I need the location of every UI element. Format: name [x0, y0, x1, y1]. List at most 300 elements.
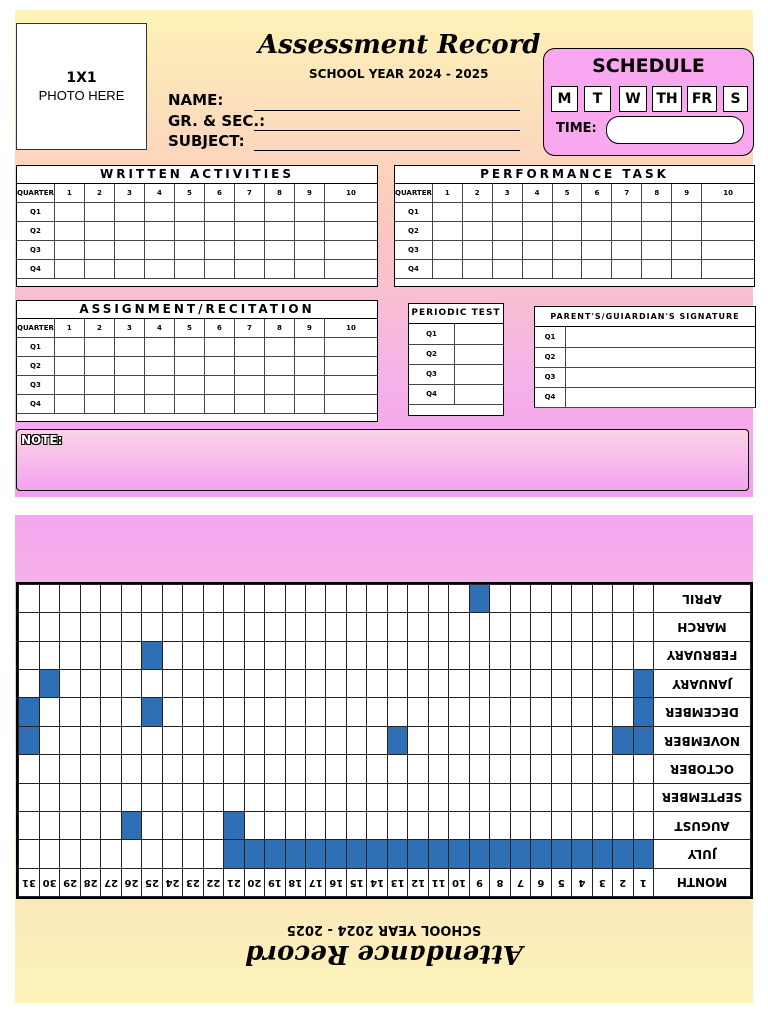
attendance-cell[interactable]	[367, 840, 387, 868]
attendance-cell[interactable]	[592, 783, 612, 811]
attendance-cell[interactable]	[633, 585, 653, 613]
attendance-cell[interactable]	[265, 641, 285, 669]
score-cell[interactable]	[54, 357, 84, 376]
attendance-cell[interactable]	[121, 698, 141, 726]
attendance-cell[interactable]	[142, 726, 162, 754]
day-friday[interactable]: FR	[687, 86, 717, 112]
attendance-cell[interactable]	[428, 755, 448, 783]
attendance-cell[interactable]	[572, 641, 592, 669]
score-cell[interactable]	[204, 376, 234, 395]
attendance-cell[interactable]	[39, 670, 59, 698]
attendance-cell[interactable]	[203, 840, 223, 868]
attendance-cell[interactable]	[551, 783, 571, 811]
attendance-cell[interactable]	[592, 670, 612, 698]
attendance-cell[interactable]	[80, 811, 100, 839]
attendance-cell[interactable]	[367, 698, 387, 726]
score-cell[interactable]	[84, 338, 114, 357]
attendance-cell[interactable]	[142, 840, 162, 868]
attendance-cell[interactable]	[469, 613, 489, 641]
score-cell[interactable]	[462, 241, 492, 260]
score-cell[interactable]	[264, 203, 294, 222]
attendance-cell[interactable]	[490, 641, 510, 669]
attendance-cell[interactable]	[285, 585, 305, 613]
attendance-cell[interactable]	[183, 698, 203, 726]
attendance-cell[interactable]	[633, 670, 653, 698]
score-cell[interactable]	[114, 222, 144, 241]
attendance-cell[interactable]	[449, 613, 469, 641]
attendance-cell[interactable]	[613, 641, 633, 669]
score-cell[interactable]	[234, 203, 264, 222]
score-cell[interactable]	[174, 395, 204, 414]
attendance-cell[interactable]	[572, 670, 592, 698]
attendance-cell[interactable]	[224, 641, 244, 669]
attendance-cell[interactable]	[101, 783, 121, 811]
attendance-cell[interactable]	[408, 840, 428, 868]
attendance-cell[interactable]	[326, 613, 346, 641]
attendance-cell[interactable]	[203, 783, 223, 811]
score-cell[interactable]	[552, 222, 582, 241]
attendance-cell[interactable]	[285, 726, 305, 754]
attendance-cell[interactable]	[387, 585, 407, 613]
attendance-cell[interactable]	[346, 698, 366, 726]
attendance-cell[interactable]	[490, 726, 510, 754]
attendance-cell[interactable]	[265, 585, 285, 613]
score-cell[interactable]	[234, 260, 264, 279]
attendance-cell[interactable]	[306, 641, 326, 669]
attendance-cell[interactable]	[592, 641, 612, 669]
attendance-cell[interactable]	[101, 726, 121, 754]
score-cell[interactable]	[114, 395, 144, 414]
attendance-cell[interactable]	[408, 585, 428, 613]
score-cell[interactable]	[264, 357, 294, 376]
score-cell[interactable]	[492, 222, 522, 241]
score-cell[interactable]	[522, 241, 552, 260]
attendance-cell[interactable]	[19, 698, 40, 726]
attendance-cell[interactable]	[121, 670, 141, 698]
attendance-cell[interactable]	[346, 840, 366, 868]
attendance-cell[interactable]	[572, 783, 592, 811]
attendance-cell[interactable]	[551, 726, 571, 754]
score-cell[interactable]	[204, 222, 234, 241]
attendance-cell[interactable]	[285, 613, 305, 641]
attendance-cell[interactable]	[633, 811, 653, 839]
attendance-cell[interactable]	[551, 585, 571, 613]
attendance-cell[interactable]	[531, 670, 551, 698]
attendance-cell[interactable]	[101, 840, 121, 868]
score-cell[interactable]	[566, 387, 756, 407]
attendance-cell[interactable]	[80, 670, 100, 698]
score-cell[interactable]	[174, 260, 204, 279]
attendance-cell[interactable]	[162, 641, 182, 669]
attendance-cell[interactable]	[531, 726, 551, 754]
attendance-cell[interactable]	[306, 783, 326, 811]
score-cell[interactable]	[462, 203, 492, 222]
attendance-cell[interactable]	[367, 755, 387, 783]
attendance-cell[interactable]	[121, 783, 141, 811]
score-cell[interactable]	[234, 222, 264, 241]
attendance-cell[interactable]	[633, 840, 653, 868]
attendance-cell[interactable]	[531, 613, 551, 641]
attendance-cell[interactable]	[510, 613, 530, 641]
score-cell[interactable]	[325, 222, 378, 241]
attendance-cell[interactable]	[101, 613, 121, 641]
time-field[interactable]	[606, 116, 744, 144]
attendance-cell[interactable]	[449, 641, 469, 669]
score-cell[interactable]	[234, 376, 264, 395]
attendance-cell[interactable]	[142, 670, 162, 698]
attendance-cell[interactable]	[60, 755, 80, 783]
attendance-cell[interactable]	[592, 613, 612, 641]
score-cell[interactable]	[672, 260, 702, 279]
attendance-cell[interactable]	[60, 641, 80, 669]
score-cell[interactable]	[114, 357, 144, 376]
attendance-cell[interactable]	[613, 670, 633, 698]
attendance-cell[interactable]	[80, 641, 100, 669]
attendance-cell[interactable]	[449, 840, 469, 868]
attendance-cell[interactable]	[19, 670, 40, 698]
attendance-cell[interactable]	[490, 811, 510, 839]
attendance-cell[interactable]	[449, 811, 469, 839]
attendance-cell[interactable]	[101, 641, 121, 669]
attendance-cell[interactable]	[203, 698, 223, 726]
attendance-cell[interactable]	[101, 585, 121, 613]
attendance-cell[interactable]	[408, 755, 428, 783]
attendance-cell[interactable]	[551, 811, 571, 839]
attendance-cell[interactable]	[633, 698, 653, 726]
attendance-cell[interactable]	[142, 641, 162, 669]
attendance-cell[interactable]	[19, 641, 40, 669]
attendance-cell[interactable]	[183, 811, 203, 839]
attendance-cell[interactable]	[592, 811, 612, 839]
score-cell[interactable]	[264, 395, 294, 414]
attendance-cell[interactable]	[306, 670, 326, 698]
score-cell[interactable]	[522, 260, 552, 279]
score-cell[interactable]	[114, 338, 144, 357]
attendance-cell[interactable]	[39, 755, 59, 783]
attendance-cell[interactable]	[633, 613, 653, 641]
attendance-cell[interactable]	[224, 811, 244, 839]
score-cell[interactable]	[294, 203, 324, 222]
attendance-cell[interactable]	[39, 641, 59, 669]
attendance-cell[interactable]	[326, 726, 346, 754]
score-cell[interactable]	[294, 260, 324, 279]
attendance-cell[interactable]	[19, 726, 40, 754]
attendance-cell[interactable]	[183, 840, 203, 868]
attendance-cell[interactable]	[326, 755, 346, 783]
score-cell[interactable]	[462, 260, 492, 279]
score-cell[interactable]	[84, 376, 114, 395]
attendance-cell[interactable]	[142, 755, 162, 783]
attendance-cell[interactable]	[428, 670, 448, 698]
score-cell[interactable]	[204, 357, 234, 376]
attendance-cell[interactable]	[572, 585, 592, 613]
score-cell[interactable]	[84, 357, 114, 376]
attendance-cell[interactable]	[613, 726, 633, 754]
attendance-cell[interactable]	[408, 783, 428, 811]
attendance-cell[interactable]	[101, 670, 121, 698]
attendance-cell[interactable]	[224, 783, 244, 811]
attendance-cell[interactable]	[60, 670, 80, 698]
attendance-cell[interactable]	[592, 755, 612, 783]
attendance-cell[interactable]	[469, 726, 489, 754]
score-cell[interactable]	[582, 222, 612, 241]
attendance-cell[interactable]	[367, 811, 387, 839]
score-cell[interactable]	[455, 364, 504, 384]
score-cell[interactable]	[144, 357, 174, 376]
attendance-cell[interactable]	[265, 783, 285, 811]
score-cell[interactable]	[174, 357, 204, 376]
attendance-cell[interactable]	[306, 840, 326, 868]
attendance-cell[interactable]	[326, 670, 346, 698]
attendance-cell[interactable]	[142, 811, 162, 839]
score-cell[interactable]	[234, 395, 264, 414]
attendance-cell[interactable]	[142, 698, 162, 726]
attendance-cell[interactable]	[306, 811, 326, 839]
score-cell[interactable]	[672, 241, 702, 260]
attendance-cell[interactable]	[224, 755, 244, 783]
attendance-cell[interactable]	[346, 641, 366, 669]
attendance-cell[interactable]	[408, 613, 428, 641]
score-cell[interactable]	[84, 260, 114, 279]
attendance-cell[interactable]	[510, 641, 530, 669]
score-cell[interactable]	[264, 338, 294, 357]
score-cell[interactable]	[325, 260, 378, 279]
attendance-cell[interactable]	[367, 726, 387, 754]
attendance-cell[interactable]	[531, 811, 551, 839]
score-cell[interactable]	[84, 395, 114, 414]
score-cell[interactable]	[702, 260, 754, 279]
attendance-cell[interactable]	[408, 670, 428, 698]
score-cell[interactable]	[672, 222, 702, 241]
subject-field[interactable]	[254, 150, 520, 151]
attendance-cell[interactable]	[428, 783, 448, 811]
attendance-cell[interactable]	[80, 726, 100, 754]
attendance-cell[interactable]	[19, 613, 40, 641]
score-cell[interactable]	[204, 203, 234, 222]
attendance-cell[interactable]	[285, 755, 305, 783]
attendance-cell[interactable]	[449, 670, 469, 698]
attendance-cell[interactable]	[39, 613, 59, 641]
attendance-cell[interactable]	[285, 670, 305, 698]
attendance-cell[interactable]	[367, 783, 387, 811]
attendance-cell[interactable]	[490, 698, 510, 726]
score-cell[interactable]	[582, 203, 612, 222]
attendance-cell[interactable]	[265, 613, 285, 641]
attendance-cell[interactable]	[469, 585, 489, 613]
score-cell[interactable]	[54, 395, 84, 414]
attendance-cell[interactable]	[510, 840, 530, 868]
attendance-cell[interactable]	[326, 641, 346, 669]
score-cell[interactable]	[174, 338, 204, 357]
score-cell[interactable]	[552, 203, 582, 222]
score-cell[interactable]	[204, 241, 234, 260]
attendance-cell[interactable]	[367, 613, 387, 641]
score-cell[interactable]	[432, 260, 462, 279]
score-cell[interactable]	[144, 395, 174, 414]
attendance-cell[interactable]	[306, 698, 326, 726]
attendance-cell[interactable]	[326, 585, 346, 613]
score-cell[interactable]	[552, 241, 582, 260]
score-cell[interactable]	[325, 376, 378, 395]
attendance-cell[interactable]	[387, 698, 407, 726]
attendance-cell[interactable]	[244, 641, 264, 669]
score-cell[interactable]	[54, 338, 84, 357]
score-cell[interactable]	[522, 222, 552, 241]
attendance-cell[interactable]	[244, 585, 264, 613]
score-cell[interactable]	[84, 241, 114, 260]
attendance-cell[interactable]	[592, 585, 612, 613]
score-cell[interactable]	[432, 241, 462, 260]
attendance-cell[interactable]	[183, 783, 203, 811]
attendance-cell[interactable]	[592, 840, 612, 868]
attendance-cell[interactable]	[572, 726, 592, 754]
attendance-cell[interactable]	[469, 670, 489, 698]
attendance-cell[interactable]	[162, 840, 182, 868]
attendance-cell[interactable]	[510, 755, 530, 783]
attendance-cell[interactable]	[633, 641, 653, 669]
score-cell[interactable]	[432, 222, 462, 241]
attendance-cell[interactable]	[80, 783, 100, 811]
score-cell[interactable]	[612, 203, 642, 222]
attendance-cell[interactable]	[19, 585, 40, 613]
attendance-cell[interactable]	[244, 698, 264, 726]
attendance-cell[interactable]	[531, 585, 551, 613]
attendance-cell[interactable]	[162, 613, 182, 641]
attendance-cell[interactable]	[346, 811, 366, 839]
score-cell[interactable]	[566, 327, 756, 347]
attendance-cell[interactable]	[39, 811, 59, 839]
attendance-cell[interactable]	[224, 585, 244, 613]
score-cell[interactable]	[455, 344, 504, 364]
score-cell[interactable]	[234, 357, 264, 376]
attendance-cell[interactable]	[367, 670, 387, 698]
attendance-cell[interactable]	[326, 698, 346, 726]
attendance-cell[interactable]	[531, 755, 551, 783]
attendance-cell[interactable]	[551, 613, 571, 641]
score-cell[interactable]	[294, 376, 324, 395]
attendance-cell[interactable]	[449, 755, 469, 783]
attendance-cell[interactable]	[60, 726, 80, 754]
day-tuesday[interactable]: T	[584, 86, 611, 112]
score-cell[interactable]	[455, 324, 504, 344]
attendance-cell[interactable]	[551, 641, 571, 669]
attendance-cell[interactable]	[367, 641, 387, 669]
score-cell[interactable]	[325, 203, 378, 222]
attendance-cell[interactable]	[19, 840, 40, 868]
attendance-cell[interactable]	[285, 641, 305, 669]
attendance-cell[interactable]	[510, 670, 530, 698]
attendance-cell[interactable]	[203, 585, 223, 613]
score-cell[interactable]	[204, 338, 234, 357]
attendance-cell[interactable]	[121, 585, 141, 613]
attendance-cell[interactable]	[510, 783, 530, 811]
attendance-cell[interactable]	[387, 670, 407, 698]
attendance-cell[interactable]	[121, 641, 141, 669]
attendance-cell[interactable]	[490, 613, 510, 641]
score-cell[interactable]	[264, 222, 294, 241]
attendance-cell[interactable]	[265, 670, 285, 698]
attendance-cell[interactable]	[428, 726, 448, 754]
attendance-cell[interactable]	[346, 783, 366, 811]
attendance-cell[interactable]	[572, 811, 592, 839]
attendance-cell[interactable]	[121, 840, 141, 868]
attendance-cell[interactable]	[326, 783, 346, 811]
score-cell[interactable]	[144, 376, 174, 395]
attendance-cell[interactable]	[224, 670, 244, 698]
grade-section-field[interactable]	[254, 130, 520, 131]
attendance-cell[interactable]	[60, 811, 80, 839]
attendance-cell[interactable]	[346, 670, 366, 698]
attendance-cell[interactable]	[203, 641, 223, 669]
attendance-cell[interactable]	[408, 726, 428, 754]
attendance-cell[interactable]	[224, 698, 244, 726]
score-cell[interactable]	[54, 203, 84, 222]
attendance-cell[interactable]	[203, 755, 223, 783]
attendance-cell[interactable]	[469, 755, 489, 783]
score-cell[interactable]	[702, 203, 754, 222]
attendance-cell[interactable]	[39, 840, 59, 868]
attendance-cell[interactable]	[346, 613, 366, 641]
attendance-cell[interactable]	[19, 755, 40, 783]
attendance-cell[interactable]	[244, 670, 264, 698]
attendance-cell[interactable]	[408, 811, 428, 839]
attendance-cell[interactable]	[39, 726, 59, 754]
score-cell[interactable]	[264, 376, 294, 395]
score-cell[interactable]	[234, 338, 264, 357]
attendance-cell[interactable]	[490, 755, 510, 783]
attendance-cell[interactable]	[551, 755, 571, 783]
attendance-cell[interactable]	[39, 783, 59, 811]
attendance-cell[interactable]	[39, 698, 59, 726]
score-cell[interactable]	[54, 260, 84, 279]
attendance-cell[interactable]	[265, 755, 285, 783]
score-cell[interactable]	[174, 203, 204, 222]
attendance-cell[interactable]	[244, 613, 264, 641]
attendance-cell[interactable]	[633, 726, 653, 754]
attendance-cell[interactable]	[326, 811, 346, 839]
score-cell[interactable]	[144, 260, 174, 279]
score-cell[interactable]	[294, 395, 324, 414]
attendance-cell[interactable]	[490, 670, 510, 698]
attendance-cell[interactable]	[613, 811, 633, 839]
attendance-cell[interactable]	[449, 726, 469, 754]
score-cell[interactable]	[642, 222, 672, 241]
attendance-cell[interactable]	[142, 585, 162, 613]
score-cell[interactable]	[174, 222, 204, 241]
attendance-cell[interactable]	[326, 840, 346, 868]
name-field[interactable]	[254, 110, 520, 111]
attendance-cell[interactable]	[80, 755, 100, 783]
attendance-cell[interactable]	[183, 670, 203, 698]
attendance-cell[interactable]	[39, 585, 59, 613]
attendance-cell[interactable]	[469, 783, 489, 811]
score-cell[interactable]	[455, 384, 504, 404]
attendance-cell[interactable]	[613, 755, 633, 783]
attendance-cell[interactable]	[203, 613, 223, 641]
attendance-cell[interactable]	[265, 811, 285, 839]
attendance-cell[interactable]	[408, 641, 428, 669]
score-cell[interactable]	[54, 222, 84, 241]
day-monday[interactable]: M	[551, 86, 578, 112]
attendance-cell[interactable]	[162, 755, 182, 783]
attendance-cell[interactable]	[101, 811, 121, 839]
attendance-cell[interactable]	[633, 755, 653, 783]
score-cell[interactable]	[325, 357, 378, 376]
attendance-cell[interactable]	[387, 755, 407, 783]
score-cell[interactable]	[432, 203, 462, 222]
attendance-cell[interactable]	[428, 641, 448, 669]
attendance-cell[interactable]	[613, 783, 633, 811]
